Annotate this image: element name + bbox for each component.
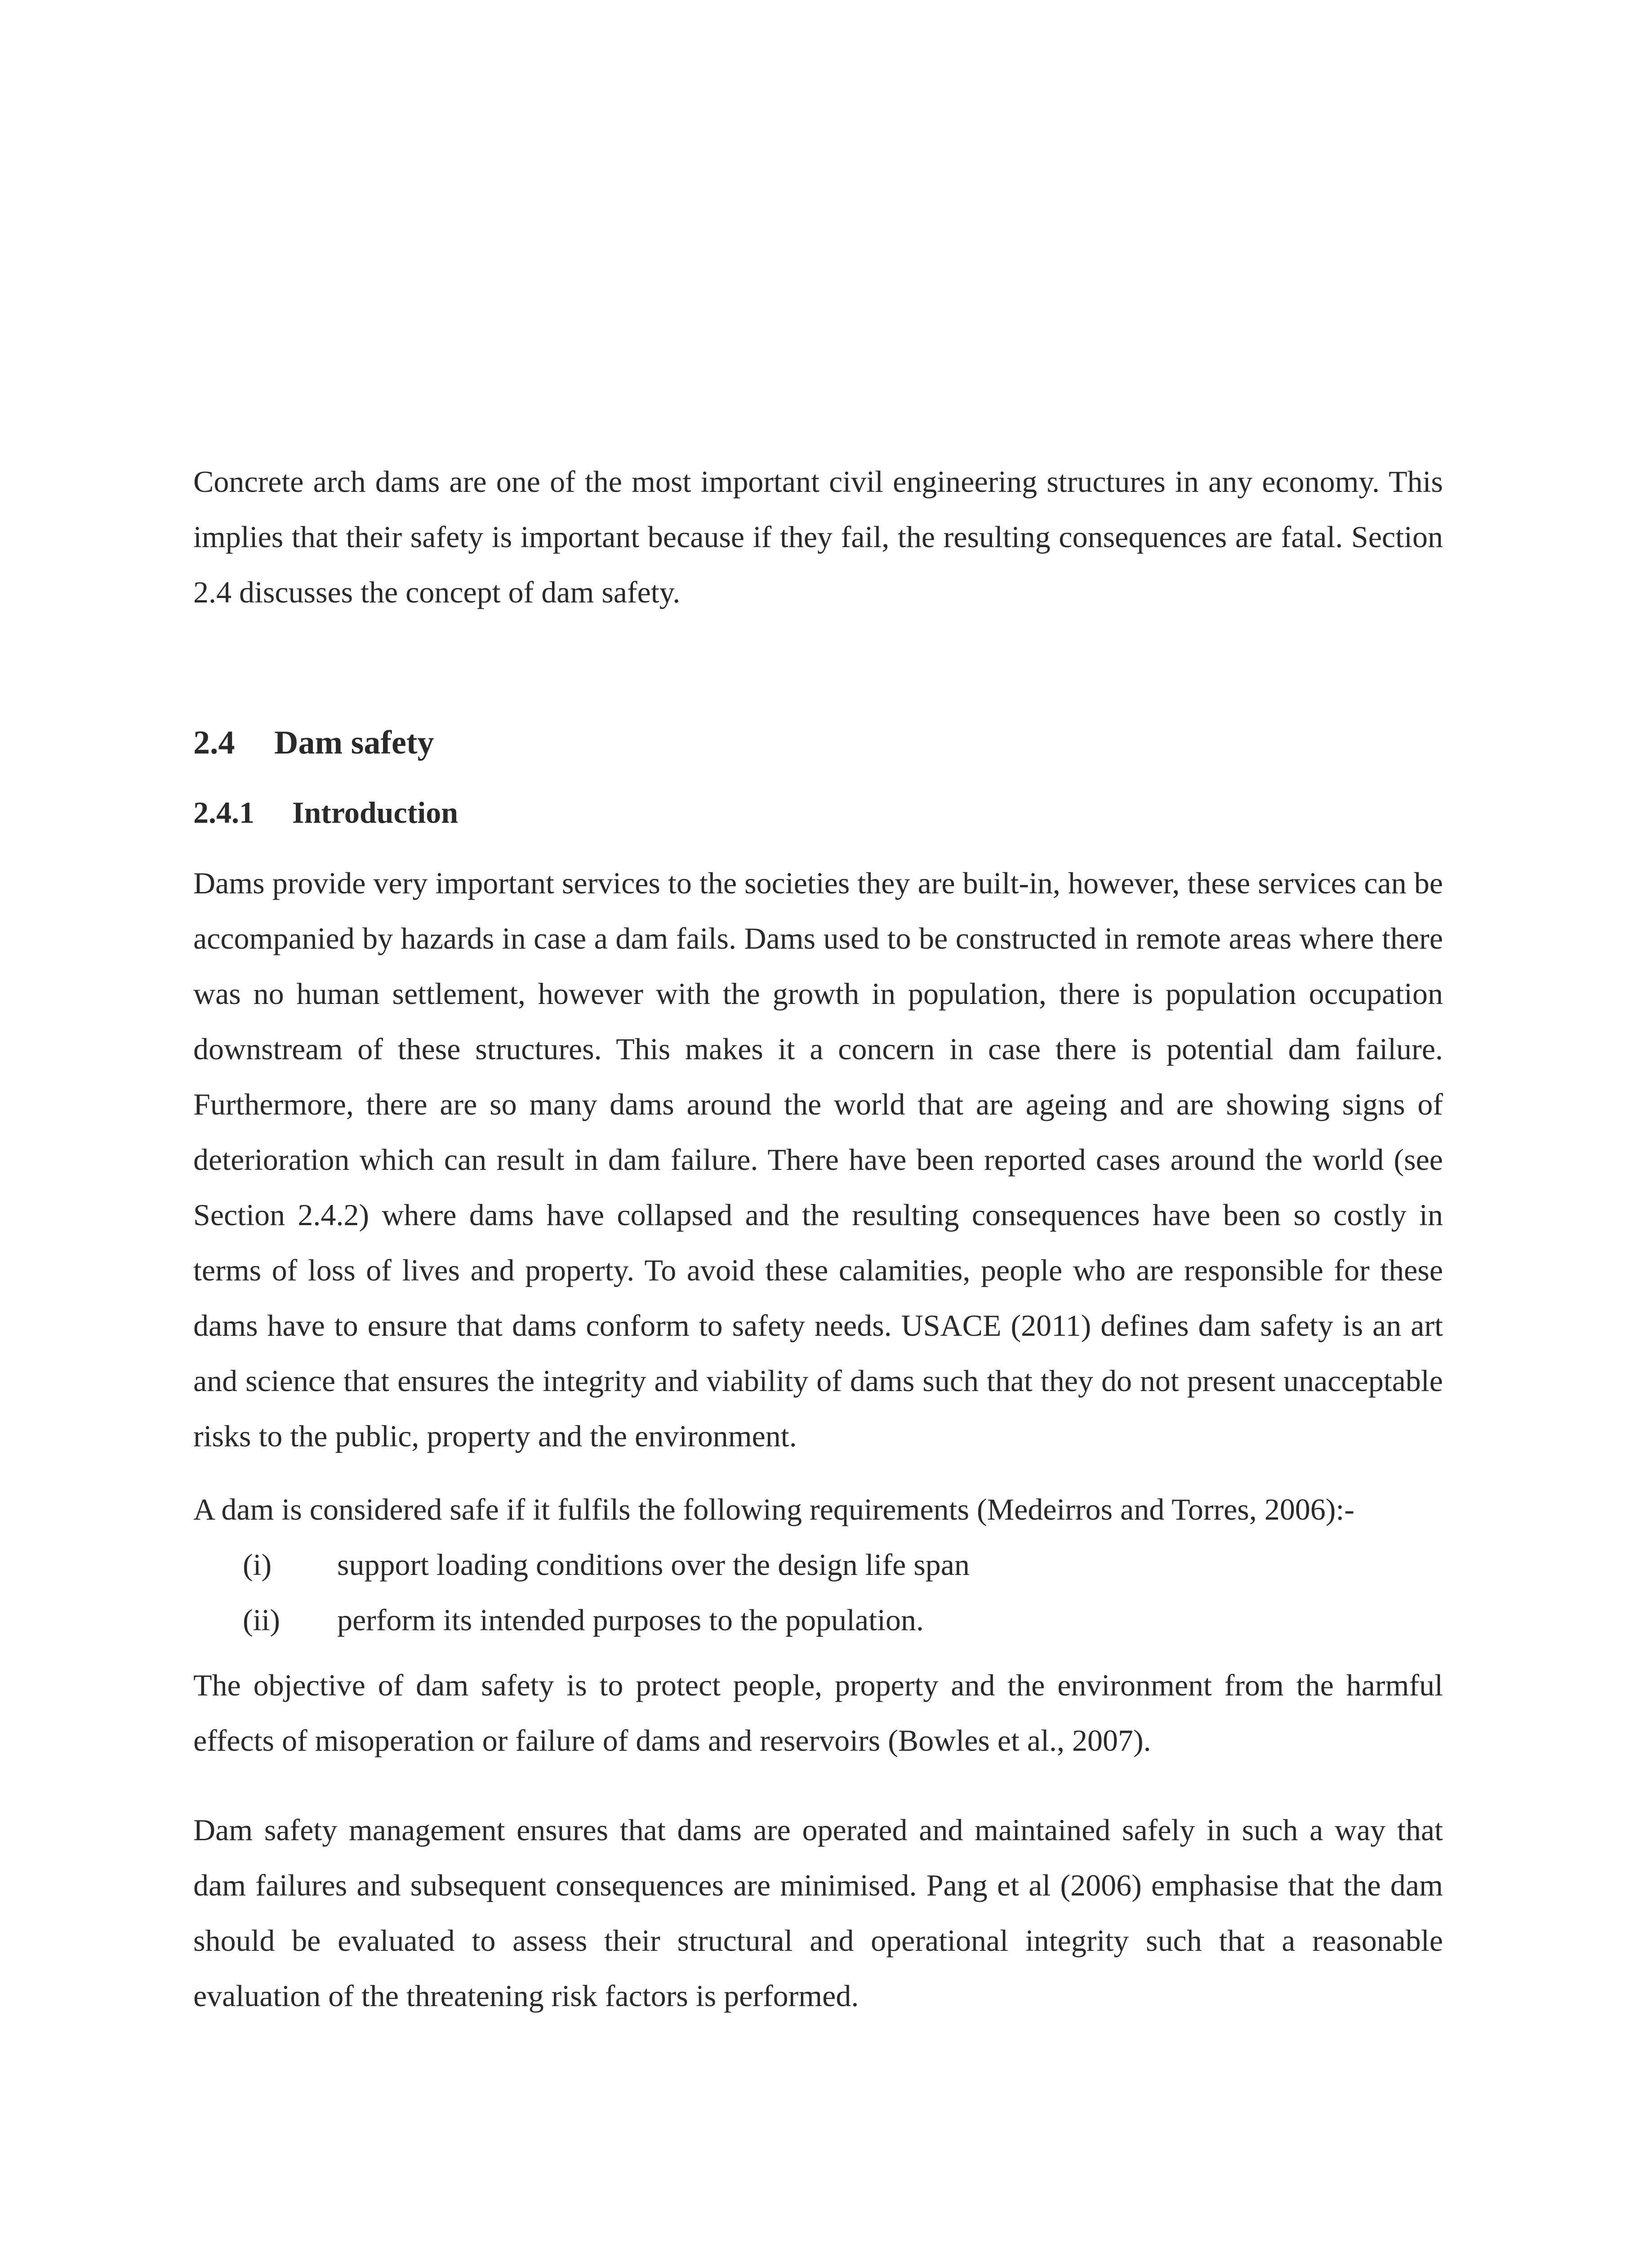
list-item [193, 1537, 1443, 1592]
requirements-intro-paragraph: A dam is considered safe if it fulfils the following requirements (Medeirros and Torres, 2006):- [193, 1492, 1355, 1526]
management-paragraph: Dam safety management ensures that dams are operated and maintained safely in such a way that dam failures and subsequent consequences are minimised. Pang et al (2006) emphasise that the dam should be evaluated to assess their structural and operational integrity such that a reasonable evaluation of the threatening risk factors is performed. [193, 1813, 1443, 2013]
section-heading [193, 718, 1443, 767]
document-page [193, 454, 1443, 2024]
list-item-marker: (ii) [243, 1603, 281, 1637]
list-item-text: support loading conditions over the design life span [337, 1548, 970, 1582]
subsection-number: 2.4.1 [193, 795, 254, 830]
objective-paragraph: The objective of dam safety is to protect people, property and the environment from the harmful effects of misoperation or failure of dams and reservoirs (Bowles et al., 2007). [193, 1668, 1443, 1757]
dams-services-paragraph: Dams provide very important services to the societies they are built-in, however, these services can be accompanied by hazards in case a dam fails. Dams used to be constructed in remote areas where there was no human settlement, however with the growth in population, there is population occupation downstream of these structures. This makes it a concern in case there is potential dam failure. Furthermore, there are so many dams around the world that are ageing and are showing signs of deterioration which can result in dam failure. There have been reported cases around the world (see Section 2.4.2) where dams have collapsed and the resulting consequences have been so costly in terms of loss of lives and property. To avoid these calamities, people who are responsible for these dams have to ensure that dams conform to safety needs. USACE (2011) defines dam safety is an art and science that ensures the integrity and viability of dams such that they do not present unacceptable risks to the public, property and the environment. [193, 866, 1443, 1453]
section-title: Dam safety [274, 724, 434, 761]
subsection-heading [193, 790, 1443, 835]
subsection-title: Introduction [292, 795, 459, 830]
requirements-list [193, 1537, 1443, 1648]
list-item [193, 1592, 1443, 1648]
section-number: 2.4 [193, 724, 235, 761]
list-item-marker: (i) [243, 1548, 272, 1582]
list-item-text: perform its intended purposes to the population. [337, 1603, 924, 1637]
intro-paragraph: Concrete arch dams are one of the most important civil engineering structures in any economy. This implies that their safety is important because if they fail, the resulting consequences are fatal. Section 2.4 discusses the concept of dam safety. [193, 464, 1443, 609]
